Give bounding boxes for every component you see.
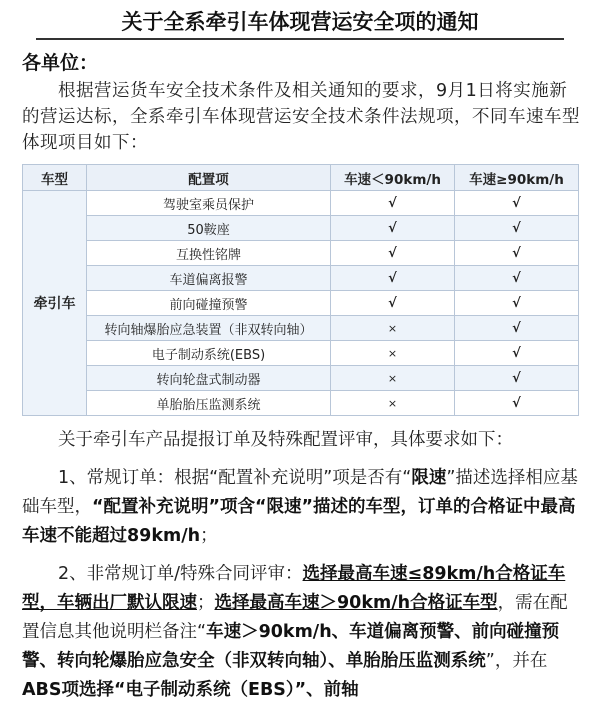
title-divider bbox=[36, 38, 564, 40]
table-row bbox=[23, 391, 579, 416]
header-vehicle-type: 车型 bbox=[23, 165, 87, 191]
speed-90-above-cell: √ bbox=[455, 391, 579, 416]
req2-abs-selection: ABS项选择“电子制动系统（EBS）”、前轴 bbox=[22, 680, 359, 700]
table-row bbox=[23, 316, 579, 341]
table-row bbox=[23, 266, 579, 291]
header-speed-below-90: 车速＜90km/h bbox=[331, 165, 455, 191]
config-item-cell: 50鞍座 bbox=[87, 216, 331, 241]
req2-underlined-1: 选择最高车速≤89km/h合格证车型，车辆出厂默认限速 bbox=[22, 564, 566, 613]
config-item-cell: 转向轮盘式制动器 bbox=[87, 366, 331, 391]
req1-part-a: 1、常规订单：根据“配置补充说明”项是否有“ bbox=[58, 468, 412, 488]
speed-below-90-cell: √ bbox=[331, 266, 455, 291]
table-row bbox=[23, 216, 579, 241]
table-row bbox=[23, 291, 579, 316]
header-config-item: 配置项 bbox=[87, 165, 331, 191]
speed-below-90-cell: √ bbox=[331, 241, 455, 266]
req1-part-e: ； bbox=[200, 526, 218, 546]
requirement-2 bbox=[22, 560, 580, 705]
speed-90-above-cell: √ bbox=[455, 291, 579, 316]
config-item-cell: 前向碰撞预警 bbox=[87, 291, 331, 316]
req2-remark-content: 车速＞90km/h、车道偏离预警、前向碰撞预警、转向轮爆胎应急安全（非双转向轴）、单胎胎压监测系统 bbox=[22, 622, 560, 671]
config-item-cell: 车道偏离报警 bbox=[87, 266, 331, 291]
salutation: 各单位： bbox=[22, 52, 99, 74]
speed-90-above-cell: √ bbox=[455, 316, 579, 341]
req2-part-a: 2、非常规订单/特殊合同评审： bbox=[58, 564, 303, 584]
speed-90-above-cell: √ bbox=[455, 266, 579, 291]
speed-90-above-cell: √ bbox=[455, 191, 579, 216]
req1-part-c: ”描述选择相应基础车型， bbox=[22, 468, 578, 517]
speed-90-above-cell: √ bbox=[455, 341, 579, 366]
config-item-cell: 单胎胎压监测系统 bbox=[87, 391, 331, 416]
table-row bbox=[23, 366, 579, 391]
intro-paragraph: 根据营运货车安全技术条件及相关通知的要求，9月1日将实施新的营运达标，全系牵引车体现营运安全技术条件法规项，不同车速车型体现项目如下： bbox=[22, 81, 580, 153]
table-header-row bbox=[23, 165, 579, 191]
req1-emphasis: “配置补充说明”项含“限速”描述的车型，订单的合格证中最高车速不能超过89km/h bbox=[22, 497, 576, 546]
speed-90-above-cell: √ bbox=[455, 216, 579, 241]
vehicle-type-cell: 牵引车 bbox=[23, 191, 87, 416]
config-table bbox=[22, 164, 579, 416]
req2-part-e: ，需在配置信息其他说明栏备注“ bbox=[22, 593, 568, 642]
config-table-body bbox=[23, 191, 579, 416]
speed-below-90-cell: √ bbox=[331, 191, 455, 216]
speed-below-90-cell: × bbox=[331, 341, 455, 366]
speed-below-90-cell: × bbox=[331, 316, 455, 341]
speed-below-90-cell: × bbox=[331, 391, 455, 416]
table-row bbox=[23, 191, 579, 216]
speed-90-above-cell: √ bbox=[455, 241, 579, 266]
req1-limit-keyword: 限速 bbox=[411, 468, 447, 488]
requirement-1 bbox=[22, 464, 580, 551]
config-item-cell: 转向轴爆胎应急装置（非双转向轴） bbox=[87, 316, 331, 341]
speed-below-90-cell: √ bbox=[331, 216, 455, 241]
config-item-cell: 驾驶室乘员保护 bbox=[87, 191, 331, 216]
header-speed-90-above: 车速≥90km/h bbox=[455, 165, 579, 191]
notice-title: 关于全系牵引车体现营运安全项的通知 bbox=[121, 10, 479, 34]
req2-part-g: ”，并在 bbox=[485, 651, 548, 671]
table-row bbox=[23, 341, 579, 366]
req2-underlined-2: 选择最高车速＞90km/h合格证车型 bbox=[214, 593, 498, 613]
speed-below-90-cell: × bbox=[331, 366, 455, 391]
config-item-cell: 互换性铭牌 bbox=[87, 241, 331, 266]
req2-part-c: ； bbox=[197, 593, 215, 613]
speed-below-90-cell: √ bbox=[331, 291, 455, 316]
table-row bbox=[23, 241, 579, 266]
speed-90-above-cell: √ bbox=[455, 366, 579, 391]
requirements-lead: 关于牵引车产品提报订单及特殊配置评审，具体要求如下： bbox=[58, 430, 513, 450]
config-item-cell: 电子制动系统(EBS) bbox=[87, 341, 331, 366]
